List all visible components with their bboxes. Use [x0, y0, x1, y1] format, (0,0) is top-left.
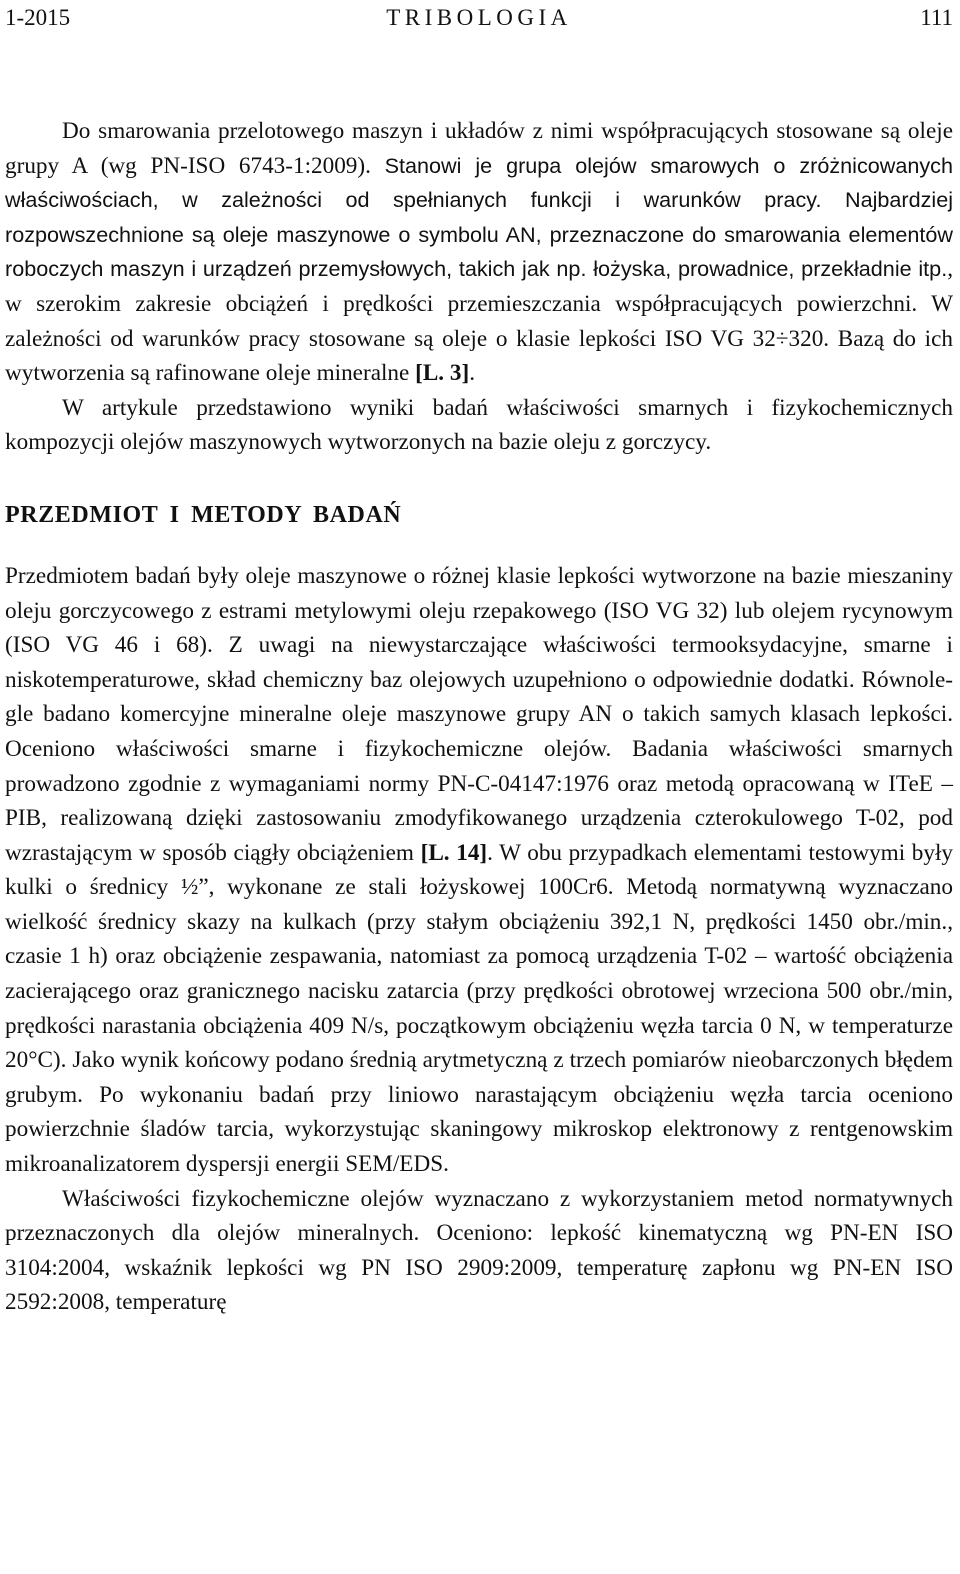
paragraph-intro-1-end: . [469, 360, 476, 387]
page-content [5, 0, 953, 1320]
intro-section [5, 114, 953, 460]
page-number: 111 [920, 5, 953, 30]
paragraph-intro-1-part-a: Do smarowania przelotowego maszyn i układów z nimi współpracujących stosowane są oleje grupy A (wg PN-ISO 6743-1:2009). [5, 118, 953, 179]
paragraph-methods-1-part-b: . W obu przypadkach elementami testowymi były kulki o średnicy ½”, wykonane ze stali łożyskowej 100Cr6. Metodą normatywną wyznaczano wielkość średnicy skazy na kulkach (przy stałym obciążeniu 392,1 N, prędkości 1450 obr./min., czasie 1 h) oraz obciążenie zespawania, natomiast za pomocą urządzenia T-02 – wartość obciążenia zacierającego oraz granicznego nacisku zatarcia (przy prędkości obrotowej wrzeciona 500 obr./min, prędkości narastania obciążenia 409 N/s, początkowym obciążeniu węzła tarcia 0 N, w temperaturze 20°C). Jako wynik końcowy podano średnią arytmetyczną z trzech pomiarów nieobarczonych błędem grubym. Po wykonaniu badań przy liniowo narastającym obciążeniu węzła tarcia oceniono powierzchnie śladów tarcia, wykorzystując skaningowy mikroskop elektronowy z rentgenowskim mikroanalizatorem dyspersji energii SEM/EDS. [5, 839, 953, 1178]
reference-l3: [L. 3] [415, 360, 470, 387]
methods-section [5, 559, 953, 1320]
paragraph-intro-1-part-c: , w szerokim zakresie obciążeń i prędkości przemieszczania współpracujących powierzchni. W zależności od warunków pracy stosowane są oleje o klasie lepkości ISO VG 32÷320. Bazą do ich wytworzenia są rafinowane oleje mineralne [5, 256, 953, 387]
paragraph-methods-1 [5, 559, 953, 1182]
paragraph-methods-1-part-a: Przedmiotem badań były oleje maszynowe o różnej klasie lepkości wytworzone na bazie mieszaniny oleju gorczycowego z estrami metylowymi oleju rzepakowego (ISO VG 32) lub olejem rycynowym (ISO VG 46 i 68). Z uwagi na niewystarczające właściwości termooksydacyjne, smarne i niskotemperaturowe, skład chemiczny baz olejowych uzupełniono o odpowiednie dodatki. Równolegle badano komercyjne mineralne oleje maszynowe grupy AN o takich samych klasach lepkości. Oceniono właściwości smarne i fizykochemiczne olejów. Badania właściwości smarnych prowadzono zgodnie z wymaganiami normy PN-C-04147:1976 oraz metodą opracowaną w ITeE – PIB, realizowaną dzięki zastosowaniu zmodyfikowanego urządzenia czterokulowego T-02, pod wzrastającym w sposób ciągły obciążeniem [5, 562, 953, 866]
section-heading: PRZEDMIOT I METODY BADAŃ [5, 501, 402, 528]
paragraph-intro-1 [5, 114, 953, 391]
issue-number: 1-2015 [5, 5, 71, 30]
paragraph-intro-1-part-b: Stanowi je grupa olejów smarowych o zróżnicowanych właściwościach, w zależności od spełnianych funkcji i warunków pracy. Najbardziej rozpowszechnione są oleje maszynowe o symbolu AN, przeznaczone do smarowania elementów roboczych maszyn i urządzeń przemysłowych, takich jak np. łożyska, prowadnice, przekładnie itp. [5, 152, 953, 282]
paragraph-methods-2: Właściwości fizykochemiczne olejów wyznaczano z wykorzystaniem metod normatywnych przeznaczonych dla olejów mineralnych. Oceniono: lepkość kinematyczną wg PN-EN ISO 3104:2004, wskaźnik lepkości wg PN ISO 2909:2009, temperaturę zapłonu wg PN-EN ISO 2592:2008, temperaturę [5, 1185, 953, 1316]
journal-title: TRIBOLOGIA [386, 5, 572, 30]
paragraph-intro-2: W artykule przedstawiono wyniki badań właściwości smarnych i fizykochemicznych kompozycji olejów maszynowych wytworzonych na bazie oleju z gorczycy. [5, 394, 953, 456]
running-header [5, 2, 953, 36]
reference-l14: [L. 14] [420, 839, 488, 866]
